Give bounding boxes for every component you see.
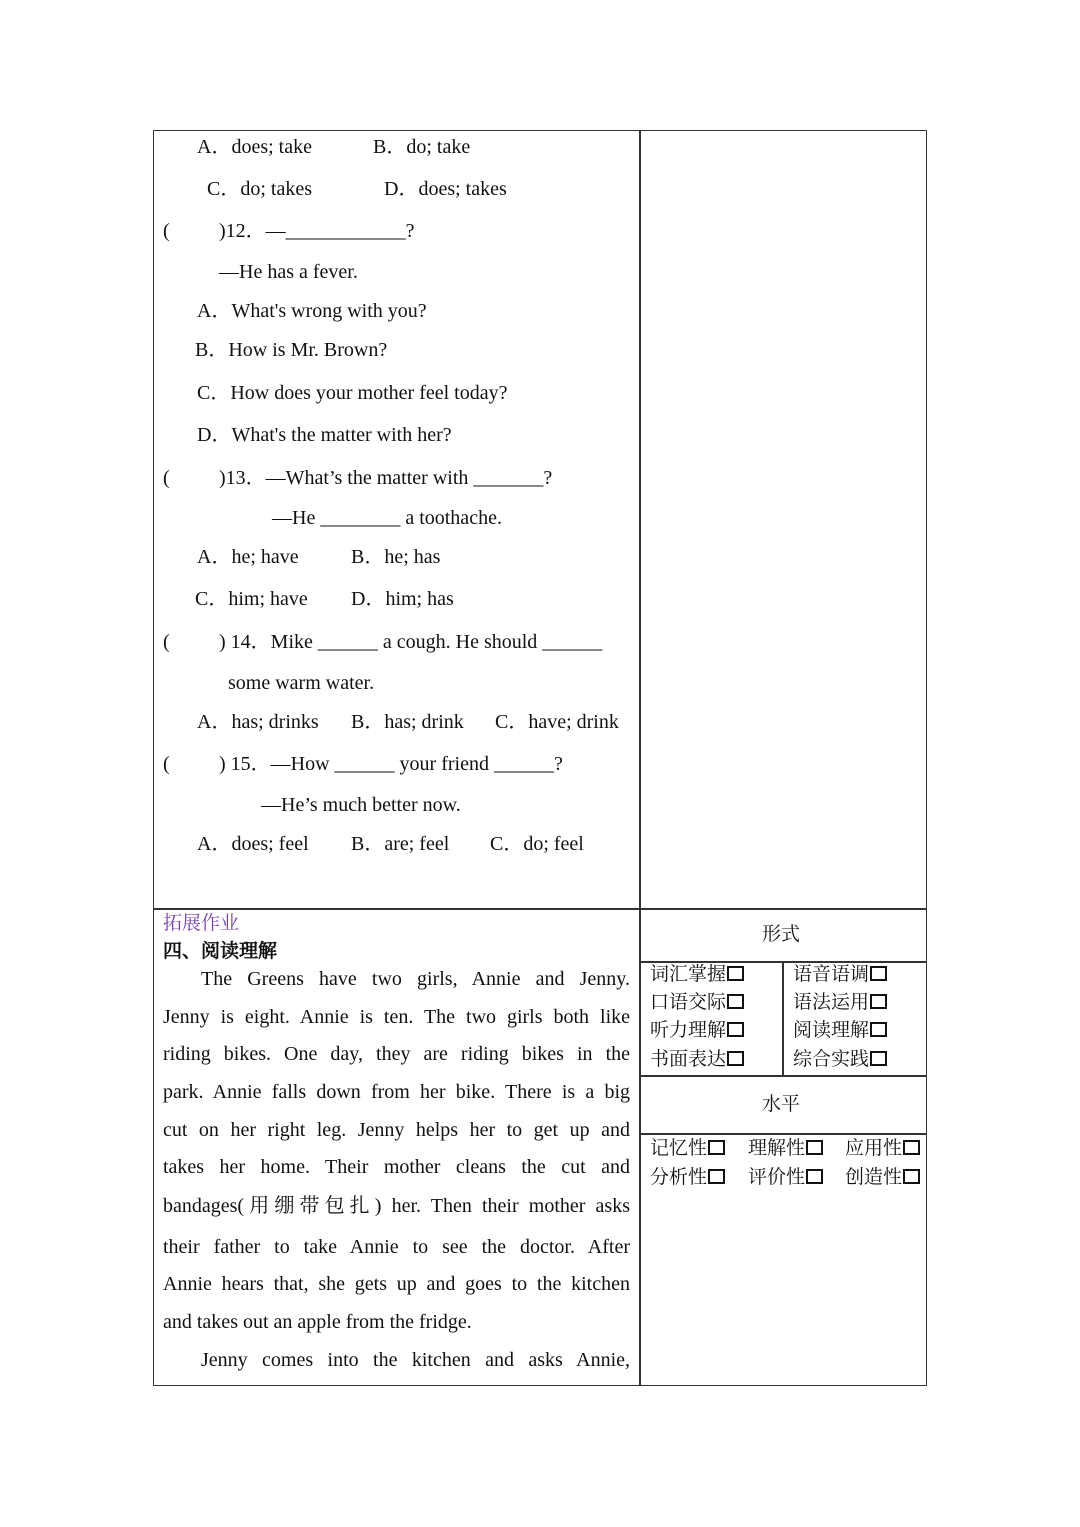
column-divider (639, 130, 641, 1386)
q14-option-b: B．has; drink (351, 711, 464, 733)
checkbox-icon[interactable] (727, 994, 744, 1009)
passage-line-7: bandages(用绷带包扎) her. Then their mother asks (163, 1195, 630, 1217)
q15-option-c: C．do; feel (490, 833, 584, 855)
q13-option-b: B．he; has (351, 546, 441, 568)
checkbox-icon[interactable] (870, 1022, 887, 1037)
level-label: 水平 (762, 1093, 801, 1115)
passage-line-1: The Greens have two girls, Annie and Jenny. (201, 968, 630, 990)
checkbox-icon[interactable] (903, 1169, 920, 1184)
form-grid-divider (782, 961, 784, 1076)
level-item-understanding[interactable]: 理解性 (748, 1139, 823, 1158)
q13-paren: ( (163, 467, 170, 489)
reading-section-title: 四、阅读理解 (163, 940, 278, 962)
level-item-memory[interactable]: 记忆性 (650, 1139, 725, 1158)
q15-stem: ) 15．—How ______ your friend ______? (219, 753, 563, 775)
q14-option-a: A．has; drinks (197, 711, 319, 733)
q12-paren: ( (163, 220, 170, 242)
passage-line-5: cut on her right leg. Jenny helps her to get up and (163, 1119, 630, 1141)
checkbox-icon[interactable] (870, 1051, 887, 1066)
q11-option-b: B．do; take (373, 136, 471, 158)
q15-paren: ( (163, 753, 170, 775)
q14-option-c: C．have; drink (495, 711, 619, 733)
checkbox-icon[interactable] (870, 994, 887, 1009)
checkbox-icon[interactable] (708, 1140, 725, 1155)
q13-stem: )13．—What’s the matter with _______? (219, 467, 553, 489)
q13-option-a: A．he; have (197, 546, 299, 568)
checkbox-icon[interactable] (708, 1169, 725, 1184)
checkbox-icon[interactable] (727, 1022, 744, 1037)
q11-option-a: A．does; take (197, 136, 312, 158)
checkbox-icon[interactable] (903, 1140, 920, 1155)
checkbox-icon[interactable] (806, 1169, 823, 1184)
passage-line-8: their father to take Annie to see the doctor. After (163, 1236, 630, 1258)
form-item-reading[interactable]: 阅读理解 (793, 1021, 887, 1040)
q12-answer-line: —He has a fever. (219, 261, 358, 283)
q14-paren: ( (163, 631, 170, 653)
level-item-evaluation[interactable]: 评价性 (748, 1168, 823, 1187)
q12-stem: )12．—____________? (219, 220, 415, 242)
form-item-practice[interactable]: 综合实践 (793, 1050, 887, 1069)
q14-stem: ) 14．Mike ______ a cough. He should ______ (219, 631, 603, 653)
passage-line-10: and takes out an apple from the fridge. (163, 1311, 472, 1333)
q11-option-d: D．does; takes (384, 178, 507, 200)
q15-option-a: A．does; feel (197, 833, 309, 855)
row-divider (153, 908, 927, 910)
q13-option-d: D．him; has (351, 588, 454, 610)
passage-line-2: Jenny is eight. Annie is ten. The two girls both like (163, 1006, 630, 1028)
form-item-pronunciation[interactable]: 语音语调 (793, 965, 887, 984)
form-item-writing[interactable]: 书面表达 (650, 1050, 744, 1069)
passage-line-9: Annie hears that, she gets up and goes to the kitchen (163, 1273, 630, 1295)
q15-answer-line: —He’s much better now. (261, 794, 461, 816)
form-item-listening[interactable]: 听力理解 (650, 1021, 744, 1040)
form-item-grammar[interactable]: 语法运用 (793, 993, 887, 1012)
checkbox-icon[interactable] (727, 1051, 744, 1066)
passage-line-6: takes her home. Their mother cleans the cut and (163, 1156, 630, 1178)
checkbox-icon[interactable] (870, 966, 887, 981)
passage-line-4: park. Annie falls down from her bike. There is a big (163, 1081, 630, 1103)
form-item-speaking[interactable]: 口语交际 (650, 993, 744, 1012)
q14-stem-continued: some warm water. (228, 672, 375, 694)
q11-option-c: C．do; takes (207, 178, 312, 200)
passage-line-11: Jenny comes into the kitchen and asks Annie, (201, 1349, 630, 1371)
level-item-analysis[interactable]: 分析性 (650, 1168, 725, 1187)
q13-answer-line: —He ________ a toothache. (272, 507, 502, 529)
form-label: 形式 (762, 923, 801, 945)
q12-option-a: A．What's wrong with you? (197, 300, 427, 322)
checkbox-icon[interactable] (727, 966, 744, 981)
form-item-vocabulary[interactable]: 词汇掌握 (650, 965, 744, 984)
q12-option-b: B．How is Mr. Brown? (195, 339, 388, 361)
level-label-divider (639, 1133, 927, 1135)
form-grid-bottom (639, 1075, 927, 1077)
extension-heading: 拓展作业 (163, 912, 240, 934)
level-item-creation[interactable]: 创造性 (845, 1168, 920, 1187)
q15-option-b: B．are; feel (351, 833, 450, 855)
q12-option-d: D．What's the matter with her? (197, 424, 452, 446)
passage-line-3: riding bikes. One day, they are riding bikes in the (163, 1043, 630, 1065)
q13-option-c: C．him; have (195, 588, 308, 610)
checkbox-icon[interactable] (806, 1140, 823, 1155)
level-item-application[interactable]: 应用性 (845, 1139, 920, 1158)
q12-option-c: C．How does your mother feel today? (197, 382, 508, 404)
